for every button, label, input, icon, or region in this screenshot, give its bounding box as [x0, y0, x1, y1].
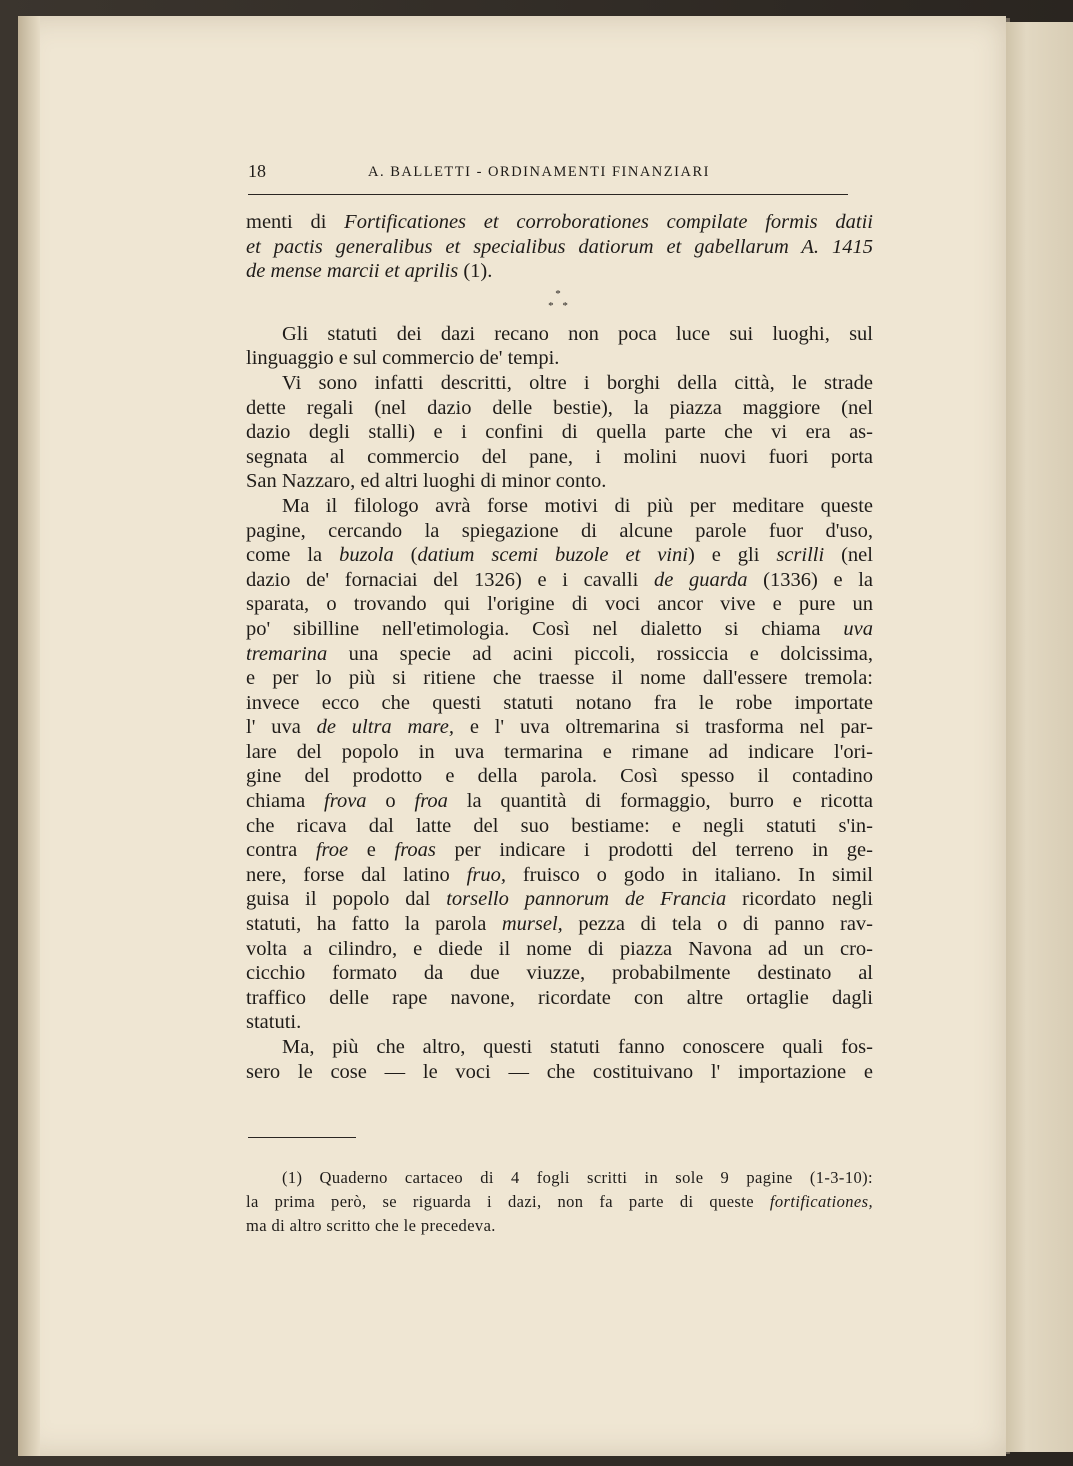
text-run: fruisco o godo in italiano. In simil: [505, 863, 873, 886]
italic-run: froas: [394, 839, 436, 862]
text-line: dazio degli stalli) e i confini di quella parte che vi era as-: [246, 421, 873, 444]
italic-run: torsello pannorum de Francia: [446, 888, 727, 911]
text-line: [246, 863, 873, 888]
text-line: cicchio formato da due viuzze, probabilmente destinato al: [246, 962, 873, 985]
text-run: la quantità di formaggio, burro e ricotta: [447, 790, 874, 813]
italic-run: buzola: [339, 544, 394, 567]
italic-run: de ultra mare,: [316, 716, 454, 739]
text-line: [246, 887, 873, 912]
text-run: una specie ad acini piccoli, rossiccia e dolcissima,: [327, 642, 873, 665]
text-line: [246, 543, 873, 568]
footnote-ref: (1).: [458, 260, 493, 283]
text-run: statuti, ha fatto la parola: [246, 913, 502, 936]
italic-run: et pactis generalibus et specialibus datiorum et gabellarum A. 1415: [246, 235, 873, 258]
text-line: [246, 912, 873, 937]
text-line: [246, 838, 873, 863]
text-line: sero le cose — le voci — che costituivano l' importazione e: [246, 1060, 873, 1083]
italic-run: froe: [315, 839, 349, 862]
facing-page-edge: [1006, 22, 1073, 1452]
text-line: Ma il filologo avrà forse motivi di più per meditare queste: [282, 494, 873, 517]
text-line: [246, 642, 873, 667]
italic-run: Fortificationes et corroborationes compilate formis datii: [344, 211, 873, 233]
footnote-line: (1) Quaderno cartaceo di 4 fogli scritti in sole 9 pagine (1-3-10):: [282, 1168, 873, 1187]
page-number: 18: [248, 161, 266, 181]
text-line: invece ecco che questi statuti notano fra le robe importate: [246, 691, 873, 714]
text-run: po' sibilline nell'etimologia. Così nel dialetto si chiama: [246, 617, 844, 640]
text-line: [246, 210, 873, 235]
italic-run: fruo,: [466, 863, 506, 886]
running-head: [228, 158, 873, 186]
text-run: ricordato negli: [726, 888, 874, 911]
text-line: che ricava dal latte del suo bestiame: e negli statuti s'in-: [246, 814, 873, 837]
text-line: segnata al commercio del pane, i molini nuovi fuori porta: [246, 445, 873, 468]
text-run: (nel: [824, 544, 873, 567]
section-ornament: [246, 284, 873, 322]
text-run: o: [366, 790, 415, 813]
text-line: volta a cilindro, e diede il nome di piazza Navona ad un cro-: [246, 937, 873, 960]
text-line: lare del popolo in uva termarina e rimane ad indicare l'ori-: [246, 740, 873, 763]
text-run: e: [348, 839, 395, 862]
text-line: [246, 568, 873, 593]
running-head-title: A. BALLETTI - ORDINAMENTI FINANZIARI: [368, 164, 710, 180]
text-line: linguaggio e sul commercio de' tempi.: [246, 347, 560, 370]
text-line: [246, 617, 873, 642]
header-rule: [248, 194, 848, 195]
italic-run: datium scemi buzole et vini: [417, 544, 688, 567]
text-run: nere, forse dal latino: [246, 863, 467, 886]
text-line: Gli statuti dei dazi recano non poca luce sui luoghi, sul: [282, 322, 873, 345]
text-line: Vi sono infatti descritti, oltre i borghi della città, le strade: [282, 371, 873, 394]
italic-run: fortificationes,: [769, 1192, 873, 1211]
footnote-rule: [248, 1137, 356, 1138]
opening-paragraph: [246, 210, 873, 284]
text-line: dette regali (nel dazio delle bestie), la piazza maggiore (nel: [246, 396, 873, 419]
footnote: [246, 1166, 873, 1238]
body-text: [246, 210, 873, 1084]
footnote-line: ma di altro scritto che le precedeva.: [246, 1216, 496, 1235]
italic-run: de guarda: [653, 568, 748, 591]
asterism-top: *: [555, 287, 564, 300]
text-line: [246, 259, 873, 284]
text-run: (1336) e la: [747, 568, 874, 591]
text-line: gine del prodotto e della parola. Così spesso il contadino: [246, 765, 873, 788]
text-line: [246, 715, 873, 740]
text-line: e per lo più si ritiene che traesse il nome dall'essere tremola:: [246, 667, 873, 690]
text-run: ) e gli: [687, 544, 777, 567]
text-run: (: [393, 544, 418, 567]
text-line: [246, 235, 873, 260]
text-line: San Nazzaro, ed altri luoghi di minor conto.: [246, 470, 607, 493]
text-run: come la: [246, 544, 340, 567]
italic-run: frova: [324, 790, 367, 813]
text-run: per indicare i prodotti del terreno in ge-: [435, 839, 873, 862]
text-line: statuti.: [246, 1011, 302, 1034]
text-run: contra: [246, 839, 316, 862]
italic-run: froa: [414, 790, 448, 813]
text-run: la prima però, se riguarda i dazi, non fa parte di queste: [246, 1192, 770, 1211]
text-line: Ma, più che altro, questi statuti fanno conoscere quali fos-: [282, 1036, 873, 1058]
text-run: e l' uva oltremarina si trasforma nel par-: [454, 716, 873, 739]
italic-run: tremarina: [246, 642, 328, 665]
paragraph-3: [246, 494, 873, 1035]
paragraph-4: [246, 1035, 873, 1084]
italic-run: scrilli: [776, 544, 825, 567]
italic-run: uva: [843, 617, 873, 640]
text-run: l' uva: [246, 716, 317, 739]
italic-run: mursel,: [501, 913, 563, 936]
text-line: sparata, o trovando qui l'origine di voci ancor vive e pure un: [246, 593, 873, 616]
text-run: dazio de' fornaciai del 1326) e i cavalli: [246, 568, 654, 591]
text-run: menti di: [246, 211, 345, 233]
text-run: pezza di tela o di panno rav-: [562, 913, 873, 936]
footnote-line: [246, 1190, 873, 1214]
text-run: chiama: [246, 790, 325, 813]
text-line: pagine, cercando la spiegazione di alcune parole fuor d'uso,: [246, 519, 873, 542]
text-line: traffico delle rape navone, ricordate con altre ortaglie dagli: [246, 986, 873, 1009]
text-run: guisa il popolo dal: [246, 888, 447, 911]
asterism-bottom: * *: [548, 299, 571, 312]
page-gutter: [18, 16, 40, 1456]
paragraph-2: [246, 371, 873, 494]
text-line: [246, 789, 873, 814]
paragraph-1: [246, 322, 873, 371]
italic-run: de mense marcii et aprilis: [246, 260, 459, 283]
